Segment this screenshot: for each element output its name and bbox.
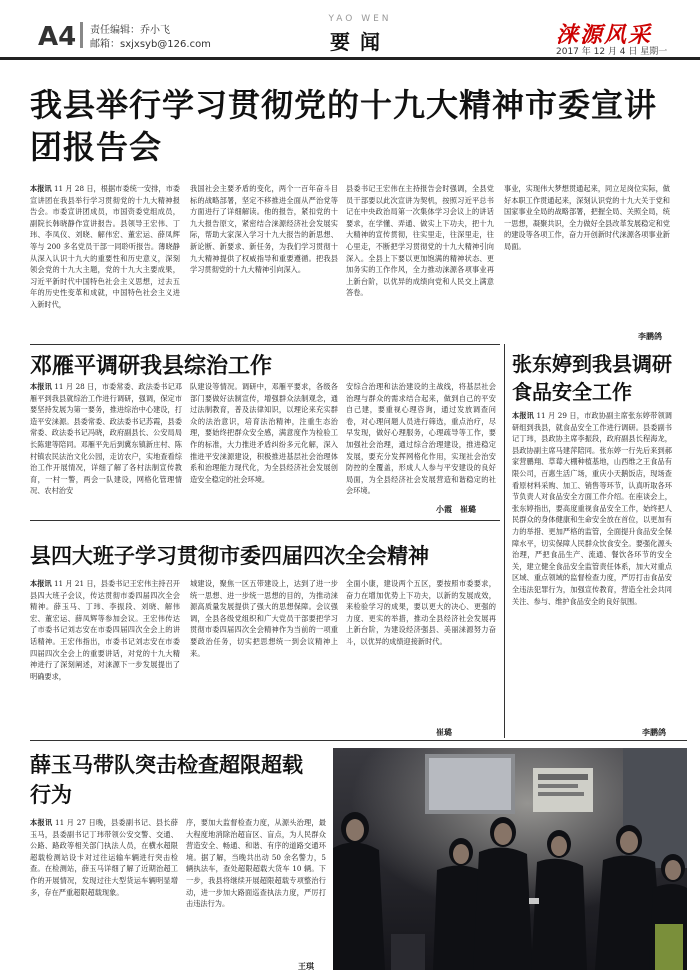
author: 崔璐 (436, 728, 452, 737)
article-text: 城建设，聚焦一区五带建设上，达到了进一步统一思想、进一步统一思想的目的，为推动涞源高质量发展提供了强大的思想保障。会议强调，全县各级党组织和广大党员干部要把学习贯彻市委四届四次全会精神作为当前的一项重要政治任务，切实把思想统一到会议精神上来。 (190, 579, 338, 658)
section-name: 要闻 (330, 30, 390, 54)
issue-date: 2017 年 12 月 4 日 星期一 (556, 47, 668, 57)
article-text: 11 月 21 日，县委书记王宏伟主持召开县四大班子会议，传达贯彻市委四届四次全会精神。薛玉马、丁玮、李振段、刘晓、解伟宏、董宏运、薛凤辉等参加会议。王宏伟传达了市委书记刘志安在市委四届四次全会上的讲话精神。王宏伟指出，市委书记刘志安在市委四届四次全会上的重要讲话，对党的十九大精神进行了深刻阐述，对涞源下一步发展提出了明确要求， (30, 579, 180, 681)
paper-name: 涞源风采 (556, 22, 653, 48)
divider (30, 344, 500, 345)
article-text: 安综合治理和法治建设的主战线，将基层社会治理与群众的需求结合起来，做到自己的平安自己建，要重视心理咨询，通过发放调查问卷，对心理问题人员进行筛选，重点治疗，尽早发现，做好心理服务，心理疏导等工作，要加强社会治理，通过综合治理建设，推进稳定发展，要充分发挥网格化作用，实现社会治安防控的全覆盖，形成人人参与平安建设的良好局面，为全县经济社会发展营造和谐稳定的社会环境。 (346, 382, 496, 496)
article-text: 11 月 28 日，根据市委统一安排，市委宣讲团在我县举行学习贯彻党的十九大精神报告会。市委宣讲团成员，市国资委党组成员，副院长韩晓静作宣讲报告。县领导王宏伟、丁玮、李凤仪、刘晓、解伟宏、董宏运、薛凤辉等与 200 多名党员干部一同聆听报告。薄晓静从深入认识十九大的重要性和历史意义，深刻领会党的十九大主题，党的十九大主要成果，习近平新时代中国特色社会主义思想，过去五年的历史性变革和成就，中国特色社会主义进入新时代， (30, 184, 180, 309)
article-text: 序，要加大监督检查力度，从源头治理，最大程度地消除治超盲区、盲点，为人民群众营造安全、畅通、和谐、有序的道路交通环境。据了解，当晚共出动 50 余名警力，5 辆执法车，查处超限超载大货车 10 辆。下一步，我县将继续开展超限超载专项整治行动，进一步加大路面巡查执法力度，严厉打击违法行为。 (186, 818, 326, 909)
article-column (512, 410, 672, 726)
article-column (346, 578, 496, 728)
byline: 本报讯 (30, 579, 52, 588)
divider (30, 520, 500, 521)
divider (80, 22, 83, 48)
article-column (186, 817, 326, 957)
editor-line: 责任编辑：乔小飞 (90, 25, 170, 36)
byline: 本报讯 (512, 411, 535, 420)
author: 小霞 崔璐 (436, 505, 476, 514)
article-column (30, 381, 182, 511)
article-column (346, 381, 496, 511)
byline: 本报讯 (30, 184, 52, 193)
photo-icon (333, 748, 687, 970)
article-text: 县委书记王宏伟在主持报告会时强调，全县党员干部要以此次宣讲为契机，按照习近平总书记在中央政治局第一次集体学习会议上的讲话要求，在学懂、弄通、做实上下功夫，把十九大精神的宣传贯彻，往实里走，往深里走，往心里走，不断把学习贯彻党的十九大精神引向深入。全县上下要以更加饱满的精神状态、更加务实的工作作风，全力推动涞源各项事业再上新台阶，以优异的成绩向党和人民交上满意答卷。 (346, 184, 494, 298)
news-photo (333, 748, 687, 970)
headline-main: 我县举行学习贯彻党的十九大精神市委宣讲团报告会 (30, 86, 658, 166)
article-column (30, 578, 180, 728)
byline: 本报讯 (30, 818, 53, 827)
article-column (504, 183, 670, 329)
article-column (190, 578, 338, 728)
article-column (190, 381, 338, 511)
article-column (30, 817, 178, 971)
author: 李鹏鸽 (638, 332, 662, 341)
article-text: 我国社会主要矛盾的变化，两个一百年奋斗目标的战略部署，坚定不移推进全面从严治党等方面进行了详细解读。他的报告，紧扣党的十九大报告原文，紧密结合涞源经济社会发展实际，帮助大家深入学习十九大报告的新思想、新论断、新要求、新任务，为我们学习贯彻十九大精神提供了权威指导和重要遵循。把我县学习贯彻党的十九大精神引向深入。 (190, 184, 338, 275)
article-text: 11 月 27 日晚，县委副书记、县长薛玉马，县委副书记丁玮带领公安交警、交通、公路、路政等相关部门执法人员，在横水超限超载检测站设卡对过往运输车辆进行突击检查。在检测站，薛玉马详细了解了近期治超工作的开展情况，发现过往大型货运车辆明显增多，存在严重超限超载现象。 (30, 818, 178, 897)
headline: 县四大班子学习贯彻市委四届四次全会精神 (30, 544, 429, 568)
email-line: 邮箱：sxjxsyb@126.com (90, 39, 211, 50)
divider (504, 344, 505, 738)
article-column (30, 183, 180, 329)
headline: 张东婷到我县调研食品安全工作 (512, 352, 672, 404)
article-text: 全面小康，建设两个五区，要按照市委要求，奋力在增加优势上下功夫，以新的发展成效，来检验学习的成果，要以更大的决心、更强的力度、更实的举措，推动全县经济社会发展再上新台阶，为建设经济强县、美丽涞源努力奋斗，以优异的成绩迎接新时代。 (346, 579, 496, 646)
section-title (300, 14, 420, 55)
headline: 邓雁平调研我县综治工作 (30, 354, 273, 379)
section-pinyin: YAO WEN (328, 14, 392, 24)
divider (30, 740, 687, 741)
author: 李鹏鸽 (642, 728, 666, 737)
author: 王琪 (298, 962, 314, 971)
article-text: 11 月 29 日，市政协副主席张东婷带领调研组到我县，就食品安全工作进行调研。县委副书记丁玮，县政协主席李振段，政府副县长程海龙，县政协副主席马建萍陪同。张东婷一行先后来到郝家营鹏翔、草莓大棚种植基地，山西维之王食品有限公司，百惠生活广场，重庆小天鹅饭店，现场查看原材料采购、加工、销售等环节，认真听取各环节负责人对食品安全方面工作介绍。在座谈会上，张东婷指出，要高度重视食品安全工作，始终把人民群众的身体健康和生命安全放在首位，以更加有力的举措、更加严格的监管，全面提升食品安全保障水平，切实保障人民群众饮食安全。要强化源头治理，严把食品生产、流通、餐饮各环节的安全关，建立健全食品安全监管责任体系，加大对重点区域、重点领域的监督检查力度，严厉打击食品安全违法犯罪行为，加强宣传教育，营造全社会共同关注、参与、维护食品安全的良好氛围。 (512, 411, 672, 606)
page-header (0, 0, 700, 60)
article-column (346, 183, 494, 329)
article-text: 11 月 28 日，市委常委、政法委书记邓雁平到我县就综治工作进行调研，强调，保定市要坚持发展为第一要务，推进综治中心建设，打造平安涞源。县委常委、政法委书记苏霞，县委常委、政法委书记冯晓，政府副县长、公安局局长陈建等陪同。邓雁平先后到冀东镇新庄村、陈村镇农民法治文化公园，走访农户，实地查看综治工作开展情况，详细了解了各村法制宣传教育，一村一警，两会一队建设，网格化管理情况、农村治安 (30, 382, 182, 496)
article-column (190, 183, 338, 329)
headline: 薛玉马带队突击检查超限超载行为 (30, 753, 303, 807)
page-number: A4 (38, 22, 77, 52)
article-text: 事业，实现伟大梦想贯通起来，同立足岗位实际，做好本职工作贯通起来，深刻认识党的十九大关于党和国家事业全局的战略部署，把握全局、关照全局，统一思想，凝聚共识，全力做好全县改革发展稳定和党的建设等各项工作，奋力开创新时代涞源各项事业新局面。 (504, 184, 670, 251)
editor-info (90, 24, 211, 52)
byline: 本报讯 (30, 382, 52, 391)
article-text: 队建设等情况。调研中，邓雁平要求，各级各部门要做好法制宣传，增强群众法制观念，通过法制教育，普及法律知识，以理论来充实群众的法治意识，培育法治精神，注重生态治理，要始终把群众安全感，满意度作为检验工作的标准，大力推进矛盾纠纷多元化解，深入推进平安涞源建设，积极推进基层社会治理体系和治理能力现代化，为全县经济社会发展创造安全稳定的社会环境。 (190, 382, 338, 484)
